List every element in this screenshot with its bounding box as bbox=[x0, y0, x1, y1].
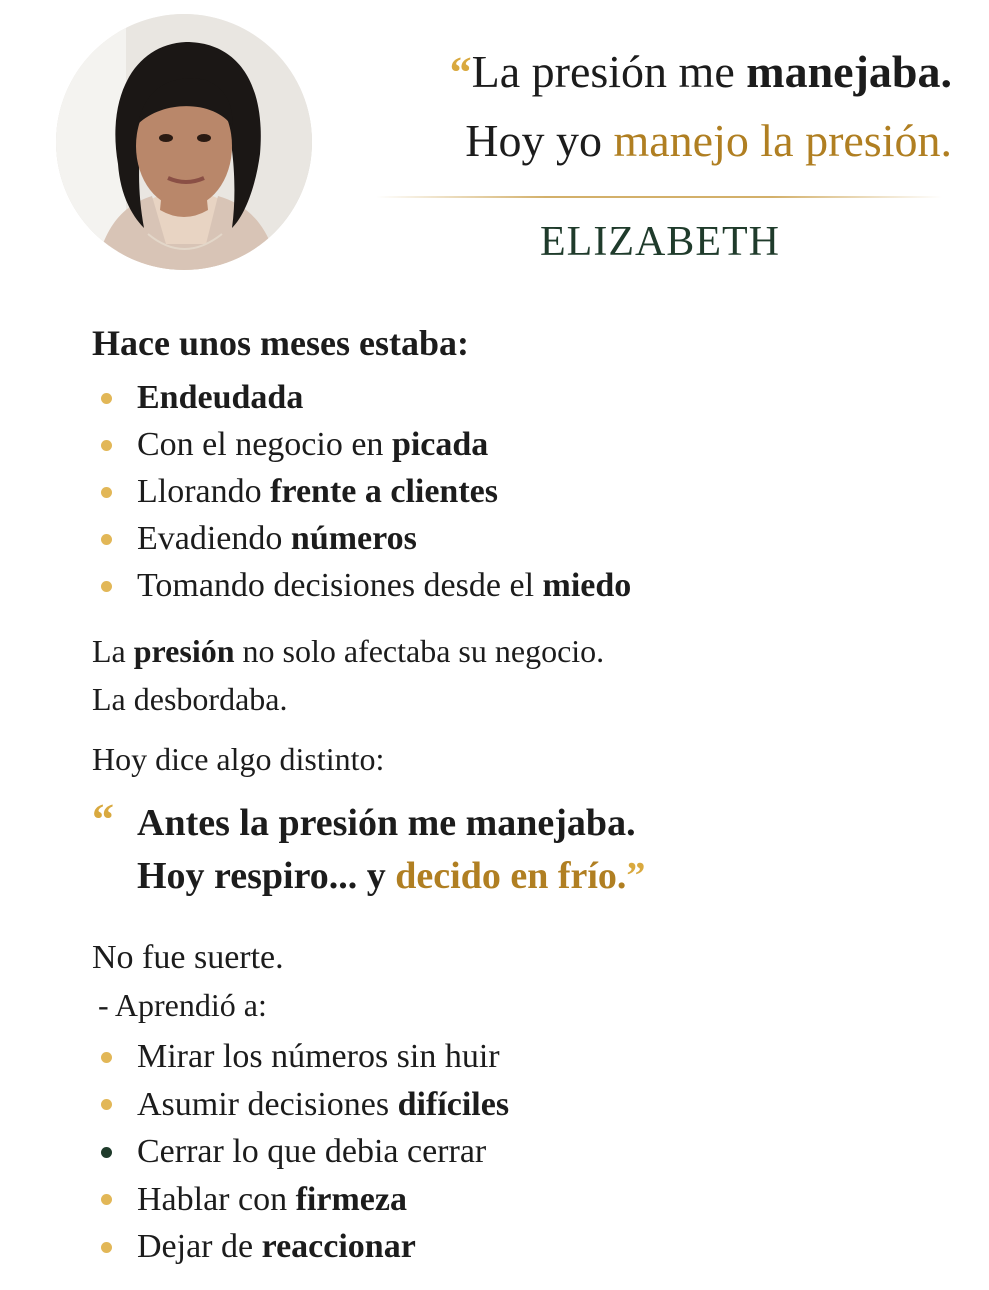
pressure-line-2: La desbordaba. bbox=[92, 681, 288, 717]
open-quote-icon: “ bbox=[92, 795, 114, 844]
bullet-dot-icon bbox=[101, 440, 112, 451]
list-item: Hablar con firmeza bbox=[92, 1176, 972, 1224]
gold-divider bbox=[376, 196, 942, 198]
bullet-dot-icon bbox=[101, 1242, 112, 1253]
bullet-dot-icon bbox=[101, 1099, 112, 1110]
close-quote-icon: ” bbox=[626, 855, 646, 897]
list-item: Cerrar lo que debia cerrar bbox=[92, 1128, 972, 1176]
pressure-paragraph bbox=[92, 627, 972, 723]
pull-quote-line-1: Antes la presión me manejaba. bbox=[137, 802, 636, 844]
bullet-dot-icon bbox=[101, 581, 112, 592]
list-item: Tomando decisiones desde el miedo bbox=[92, 562, 972, 609]
list-item: Endeudada bbox=[92, 374, 972, 421]
hero-quote-line-2 bbox=[340, 107, 952, 175]
list-item: Mirar los números sin huir bbox=[92, 1033, 972, 1081]
pull-quote-line-2: Hoy respiro... y decido en frío.” bbox=[137, 855, 646, 897]
hero-quote bbox=[340, 38, 952, 175]
list-item: Evadiendo números bbox=[92, 515, 972, 562]
testimonial-body bbox=[92, 318, 972, 1271]
hero-line1-text: La presión me bbox=[471, 46, 747, 97]
before-list bbox=[92, 374, 972, 609]
bullet-dot-icon bbox=[101, 534, 112, 545]
pressure-line-1: La presión no solo afectaba su negocio. bbox=[92, 633, 605, 669]
open-quote-icon: “ bbox=[449, 48, 472, 97]
hero-line2-text: Hoy yo bbox=[465, 115, 614, 166]
bullet-dot-icon bbox=[101, 393, 112, 404]
list-item: Llorando frente a clientes bbox=[92, 468, 972, 515]
today-intro: Hoy dice algo distinto: bbox=[92, 741, 385, 777]
before-heading: Hace unos meses estaba: bbox=[92, 323, 469, 363]
bullet-dot-icon bbox=[101, 487, 112, 498]
pull-quote bbox=[92, 797, 972, 903]
hero-line2-gold: manejo la presión. bbox=[613, 115, 952, 166]
hero-quote-line-1 bbox=[340, 38, 952, 107]
testimonial-name: ELIZABETH bbox=[540, 219, 780, 265]
learned-intro: - Aprendió a: bbox=[98, 987, 267, 1023]
list-item: Dejar de reaccionar bbox=[92, 1223, 972, 1271]
portrait-illustration bbox=[56, 14, 312, 270]
hero-line1-bold: manejaba. bbox=[746, 46, 952, 97]
no-luck-text: No fue suerte. bbox=[92, 939, 284, 976]
learned-list bbox=[92, 1033, 972, 1271]
bullet-dot-icon bbox=[101, 1147, 112, 1158]
bullet-dot-icon bbox=[101, 1194, 112, 1205]
list-item: Con el negocio en picada bbox=[92, 421, 972, 468]
profile-photo bbox=[56, 14, 312, 270]
list-item: Asumir decisiones difíciles bbox=[92, 1081, 972, 1129]
bullet-dot-icon bbox=[101, 1052, 112, 1063]
